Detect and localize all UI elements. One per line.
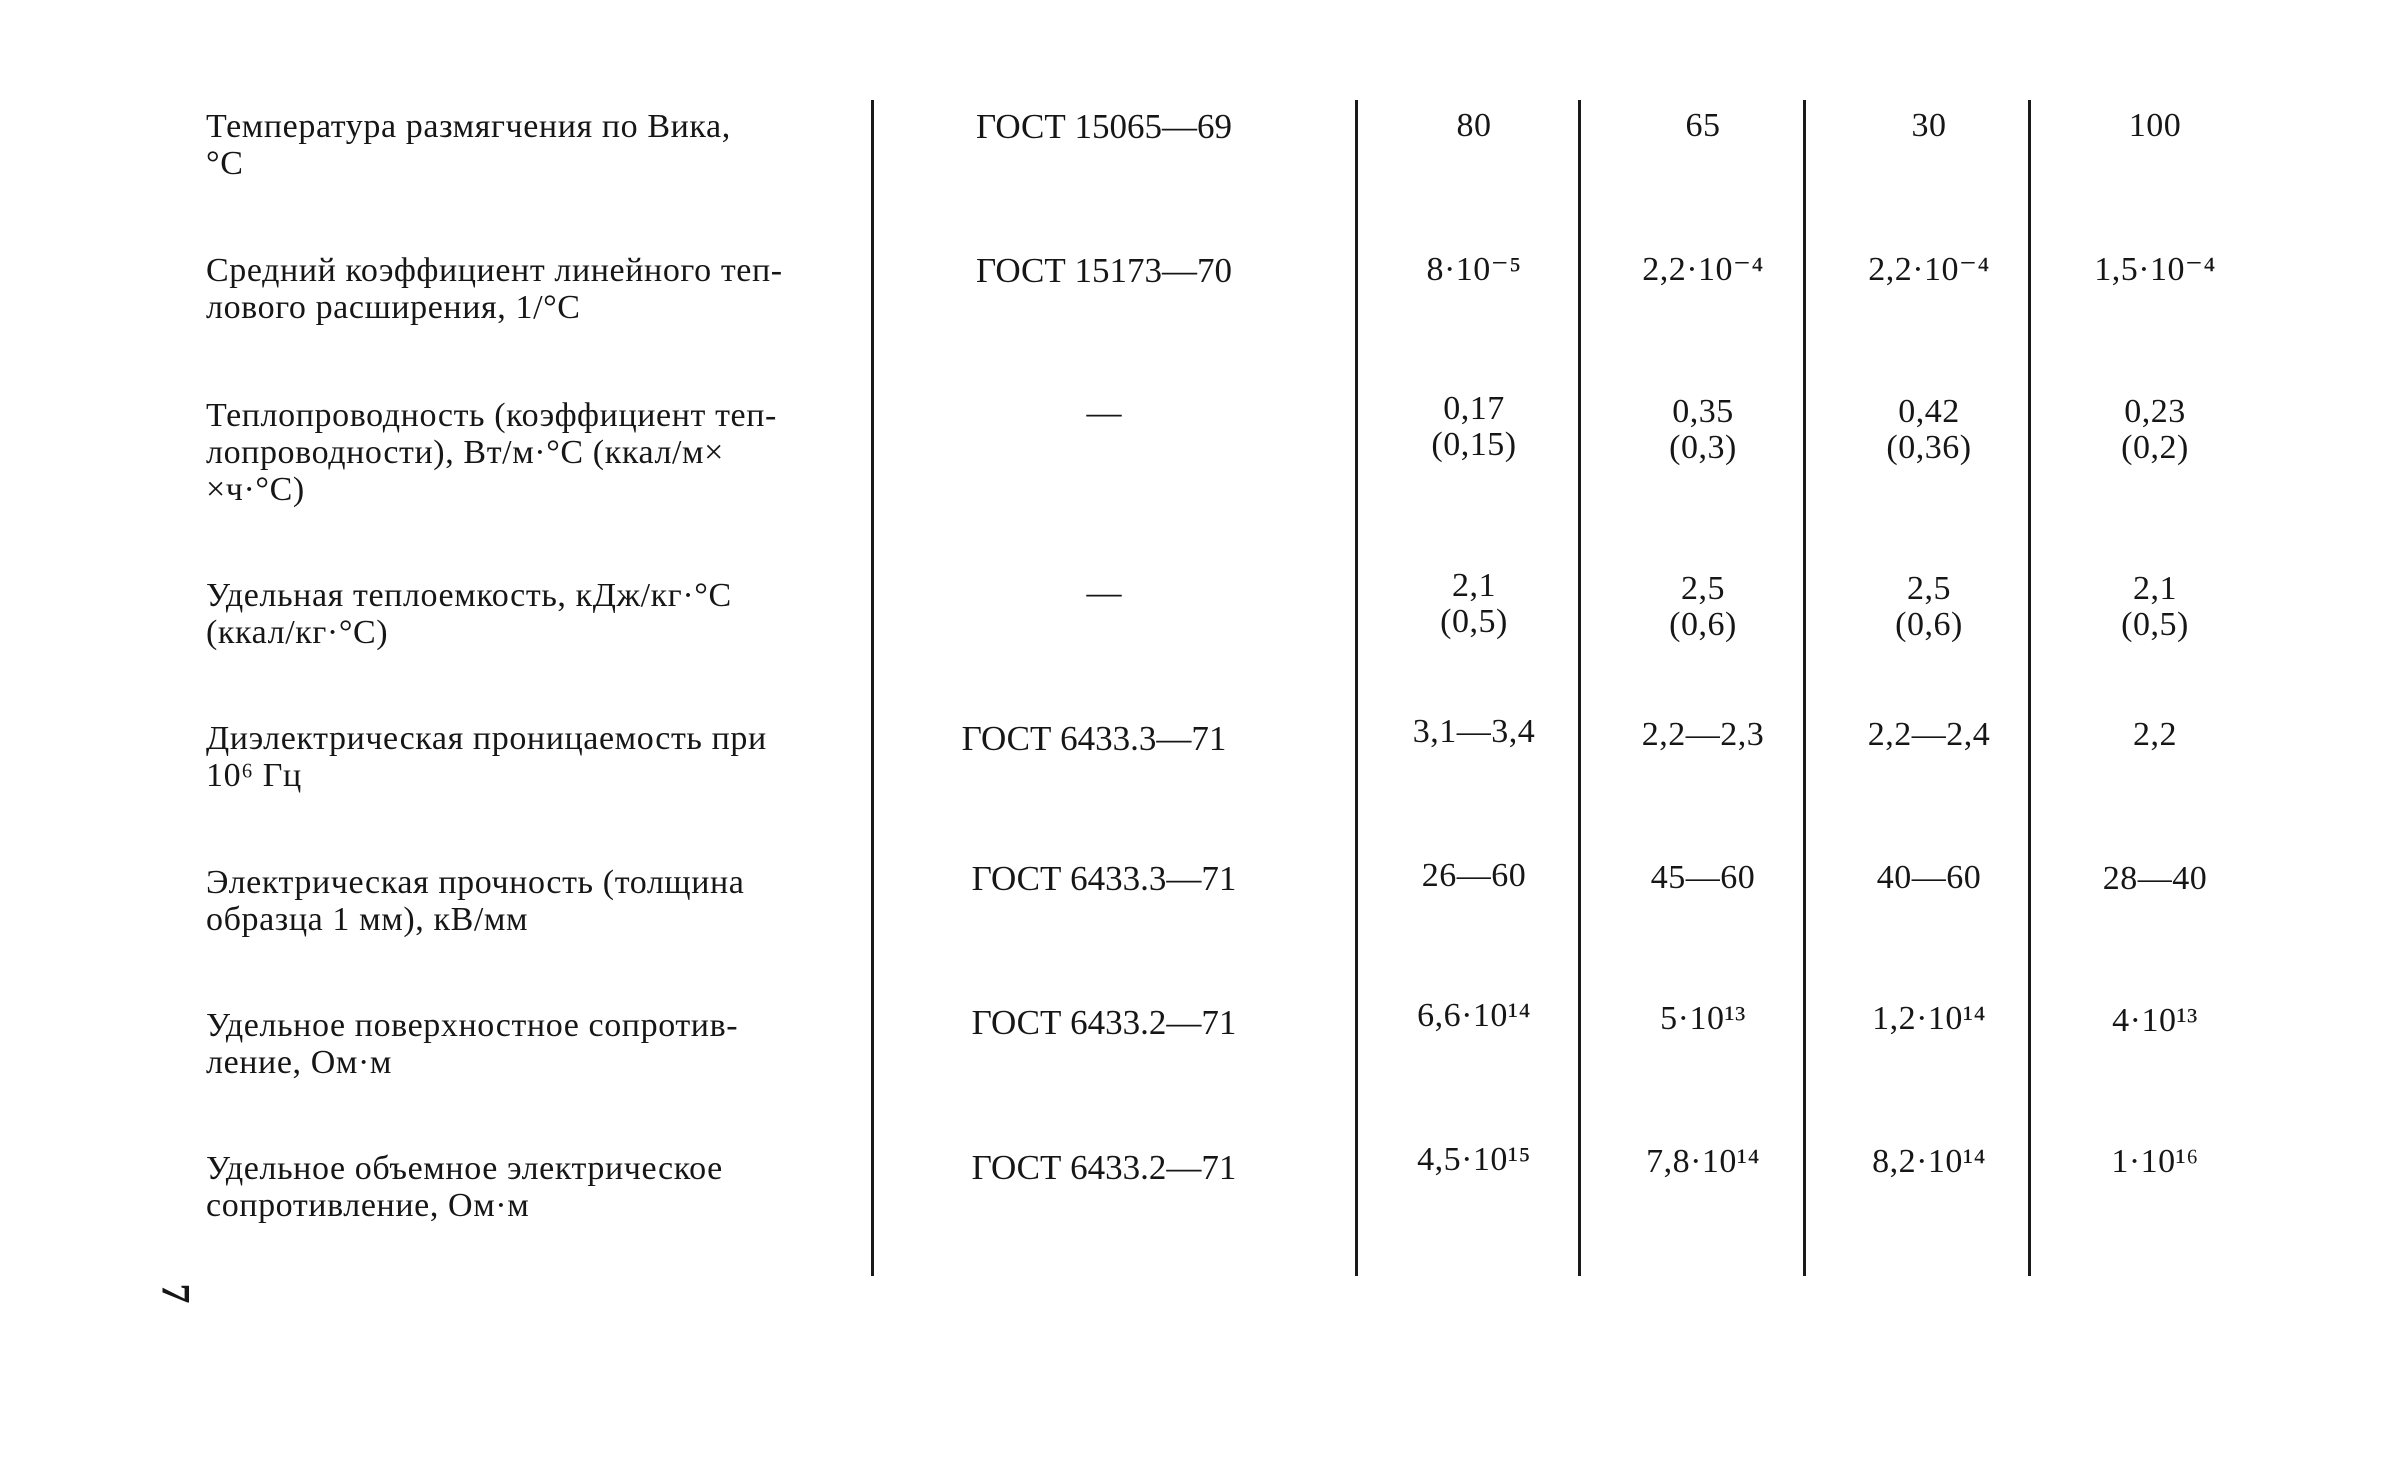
column-divider-property — [871, 100, 874, 1276]
value-cell: 2,1 (0,5) — [2121, 570, 2189, 643]
property-name: Диэлектрическая проницаемость при 10⁶ Гц — [206, 720, 767, 794]
value-cell: 4·10¹³ — [2112, 1002, 2198, 1039]
test-standard: ГОСТ 15065—69 — [975, 107, 1233, 146]
value-cell: 100 — [2128, 107, 2182, 144]
property-name: Удельная теплоемкость, кДж/кг·°С (ккал/кг·°С) — [206, 577, 732, 651]
test-standard: ГОСТ 6433.3—71 — [971, 859, 1237, 898]
test-standard: ГОСТ 6433.3—71 — [961, 719, 1227, 758]
value-cell: 8·10⁻⁵ — [1426, 251, 1522, 288]
property-name: Удельное объемное электрическое сопротивление, Ом·м — [206, 1150, 723, 1224]
property-name: Температура размягчения по Вика, °С — [206, 108, 731, 182]
test-standard: ГОСТ 6433.2—71 — [971, 1003, 1237, 1042]
value-cell: 45—60 — [1650, 859, 1756, 896]
value-cell: 5·10¹³ — [1660, 1000, 1746, 1037]
value-cell: 1,2·10¹⁴ — [1872, 1000, 1986, 1037]
value-cell: 2,5 (0,6) — [1895, 570, 1963, 643]
value-cell: 2,5 (0,6) — [1669, 570, 1737, 643]
value-cell: 4,5·10¹⁵ — [1417, 1141, 1531, 1178]
value-cell: 2,2·10⁻⁴ — [1868, 251, 1990, 288]
value-cell: 0,23 (0,2) — [2121, 393, 2189, 466]
value-cell: 0,42 (0,36) — [1886, 393, 1972, 466]
column-divider-standard — [1355, 100, 1358, 1276]
value-cell: 8,2·10¹⁴ — [1872, 1143, 1986, 1180]
value-cell: 2,1 (0,5) — [1440, 567, 1508, 640]
value-cell: 80 — [1456, 107, 1492, 144]
value-cell: 2,2—2,3 — [1641, 716, 1765, 753]
test-standard: — — [1086, 393, 1122, 432]
property-name: Средний коэффициент линейного теп- лового расширения, 1/°С — [206, 252, 783, 326]
test-standard: ГОСТ 15173—70 — [975, 251, 1233, 290]
value-cell: 0,17 (0,15) — [1431, 390, 1517, 463]
value-cell: 26—60 — [1421, 857, 1527, 894]
value-cell: 65 — [1685, 107, 1721, 144]
property-name: Электрическая прочность (толщина образца 1 мм), кВ/мм — [206, 864, 745, 938]
value-cell: 2,2—2,4 — [1867, 716, 1991, 753]
property-name: Теплопроводность (коэффициент теп- лопроводности), Вт/м·°С (ккал/м× ×ч·°С) — [206, 397, 777, 508]
value-cell: 1,5·10⁻⁴ — [2094, 251, 2216, 288]
value-cell: 6,6·10¹⁴ — [1417, 997, 1531, 1034]
value-cell: 1·10¹⁶ — [2111, 1143, 2199, 1180]
value-cell: 2,2 — [2133, 716, 2177, 753]
value-cell: 3,1—3,4 — [1412, 713, 1536, 750]
value-cell: 2,2·10⁻⁴ — [1642, 251, 1764, 288]
value-cell: 40—60 — [1876, 859, 1982, 896]
value-cell: 30 — [1911, 107, 1947, 144]
test-standard: — — [1086, 573, 1122, 612]
property-name: Удельное поверхностное сопротив- ление, Ом·м — [206, 1007, 739, 1081]
value-cell: 28—40 — [2102, 860, 2208, 897]
test-standard: ГОСТ 6433.2—71 — [971, 1148, 1237, 1187]
value-cell: 7,8·10¹⁴ — [1646, 1143, 1760, 1180]
page-number: 7 — [153, 1283, 199, 1304]
value-cell: 0,35 (0,3) — [1669, 393, 1737, 466]
